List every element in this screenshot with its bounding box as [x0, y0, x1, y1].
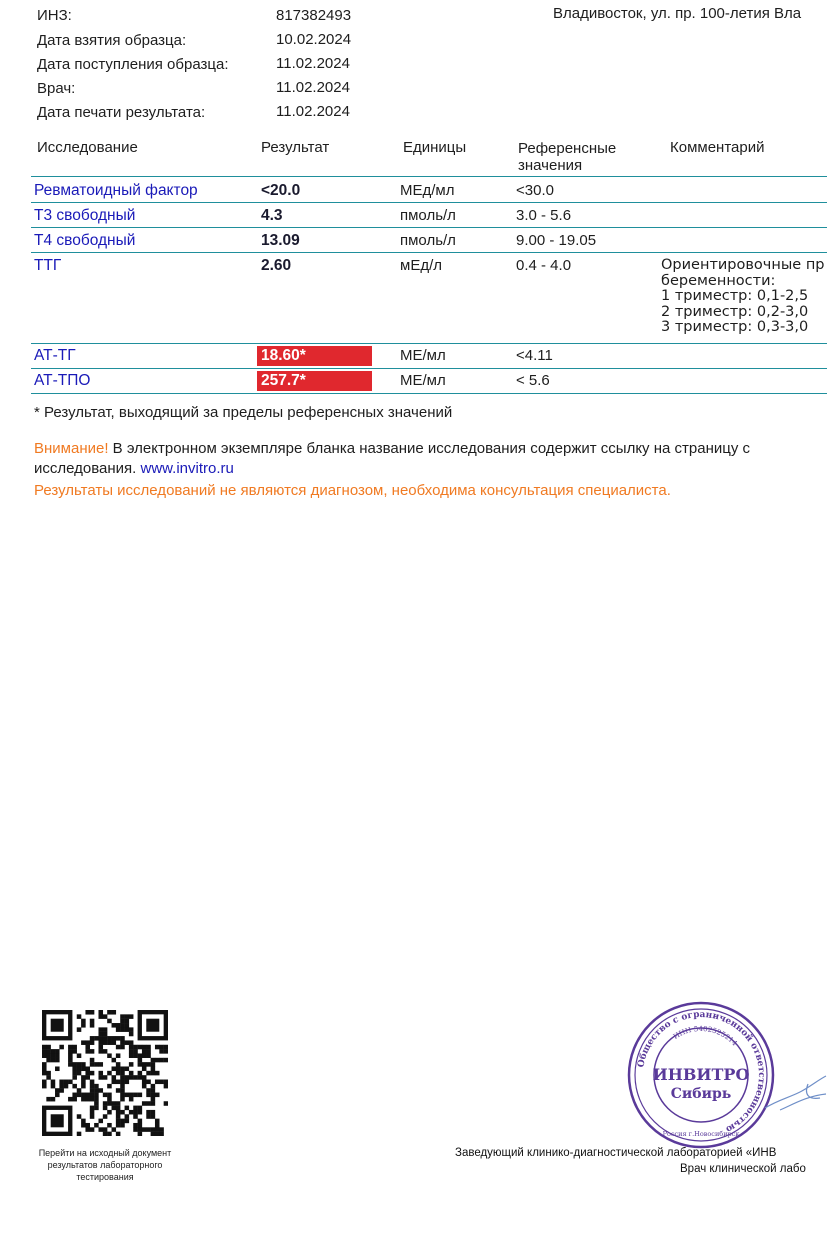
qr-code-graphic	[42, 1010, 168, 1136]
stamp-line1: ИНВИТРО	[652, 1065, 750, 1084]
test-name-at-tg[interactable]: АТ-ТГ	[34, 347, 76, 364]
sample-date-label: Дата взятия образца:	[37, 32, 187, 49]
print-date-label: Дата печати результата:	[37, 104, 206, 121]
receipt-date-label: Дата поступления образца:	[37, 56, 229, 73]
units-t3: пмоль/л	[400, 207, 456, 224]
attention-note-line2	[34, 460, 234, 477]
qr-code[interactable]	[42, 1010, 168, 1136]
stamp-inn: ИНН 5402525214	[671, 1024, 739, 1048]
test-name-at-tpo[interactable]: АТ-ТПО	[34, 372, 91, 389]
result-at-tpo-flagged: 257.7*	[257, 371, 372, 391]
comment-line: беременности:	[661, 272, 776, 289]
signature	[760, 1070, 827, 1120]
test-name-tsh[interactable]: ТТГ	[34, 257, 62, 274]
receipt-date-value: 11.02.2024	[276, 55, 350, 72]
reference-rf: <30.0	[516, 182, 554, 199]
comment-line: 2 триместр: 0,2-3,0	[661, 303, 809, 320]
units-rf: МЕд/мл	[400, 182, 455, 199]
inz-value: 817382493	[276, 7, 352, 24]
col-header-result: Результат	[261, 139, 330, 156]
result-t4: 13.09	[261, 232, 300, 249]
col-header-reference-line1: Референсные	[518, 140, 617, 157]
reference-t4: 9.00 - 19.05	[516, 232, 597, 249]
footer-doctor-line: Врач клинической лабо	[680, 1163, 806, 1175]
doctor-label: Врач:	[37, 80, 76, 97]
stamp-city: Россия г.Новосибирск	[662, 1130, 740, 1138]
footer-head-line: Заведующий клинико-диагностической лабораторией «ИНВ	[455, 1147, 777, 1159]
col-header-comment: Комментарий	[670, 139, 765, 156]
footnote: * Результат, выходящий за пределы референсных значений	[34, 404, 453, 421]
comment-line: 3 триместр: 0,3-3,0	[661, 319, 809, 335]
attention-note	[34, 440, 750, 457]
svg-text:ИНН 5402525214	[672, 1025, 739, 1048]
signature-graphic	[760, 1070, 827, 1120]
inz-label: ИНЗ:	[37, 7, 72, 24]
reference-at-tpo: < 5.6	[516, 372, 550, 389]
row-divider	[31, 343, 827, 344]
lab-address: Владивосток, ул. пр. 100-летия Вла	[553, 5, 802, 22]
reference-at-tg: <4.11	[516, 347, 553, 364]
lab-stamp	[626, 1000, 776, 1150]
qr-caption: Перейти на исходный документ результатов лабораторного тестирования	[38, 1148, 172, 1182]
row-divider	[31, 368, 827, 369]
col-header-reference	[518, 141, 616, 173]
row-divider	[31, 393, 827, 394]
comment-line: 1 триместр: 0,1-2,5	[661, 288, 809, 304]
print-date-value: 11.02.2024	[276, 103, 350, 120]
row-divider	[31, 202, 827, 203]
disclaimer: Результаты исследований не являются диагнозом, необходима консультация специалиста.	[34, 482, 671, 499]
col-header-units: Единицы	[403, 139, 467, 156]
stamp-line2: Сибирь	[670, 1086, 732, 1102]
test-name-t3[interactable]: Т3 свободный	[34, 207, 136, 224]
attention-text-2: исследования.	[34, 460, 141, 477]
sample-date-value: 10.02.2024	[276, 31, 352, 48]
doctor-value: 11.02.2024	[276, 79, 350, 96]
stamp-graphic	[626, 1000, 776, 1150]
result-t3: 4.3	[261, 207, 283, 224]
col-header-test: Исследование	[37, 139, 138, 156]
comment-line: Ориентировочные пр	[661, 257, 825, 273]
units-at-tg: МЕ/мл	[400, 347, 446, 364]
result-tsh: 2.60	[261, 257, 292, 274]
units-tsh: мЕд/л	[400, 257, 442, 274]
row-divider	[31, 252, 827, 253]
col-header-reference-line2: значения	[518, 157, 583, 174]
test-name-rf[interactable]: Ревматоидный фактор	[34, 182, 198, 199]
units-at-tpo: МЕ/мл	[400, 372, 446, 389]
reference-tsh: 0.4 - 4.0	[516, 257, 572, 274]
result-rf: <20.0	[261, 182, 301, 199]
stamp-ring-text: Общество с ограниченной ответственностью	[636, 1009, 767, 1134]
attention-text: В электронном экземпляре бланка название исследования содержит ссылку на страницу с	[108, 440, 750, 457]
reference-t3: 3.0 - 5.6	[516, 207, 572, 224]
units-t4: пмоль/л	[400, 232, 456, 249]
test-name-t4[interactable]: Т4 свободный	[34, 232, 136, 249]
site-link[interactable]: www.invitro.ru	[140, 460, 234, 477]
result-at-tg-flagged: 18.60*	[257, 346, 372, 366]
attention-word: Внимание!	[34, 440, 109, 457]
row-divider	[31, 227, 827, 228]
table-header-divider	[31, 176, 827, 177]
comment-tsh	[661, 258, 825, 336]
